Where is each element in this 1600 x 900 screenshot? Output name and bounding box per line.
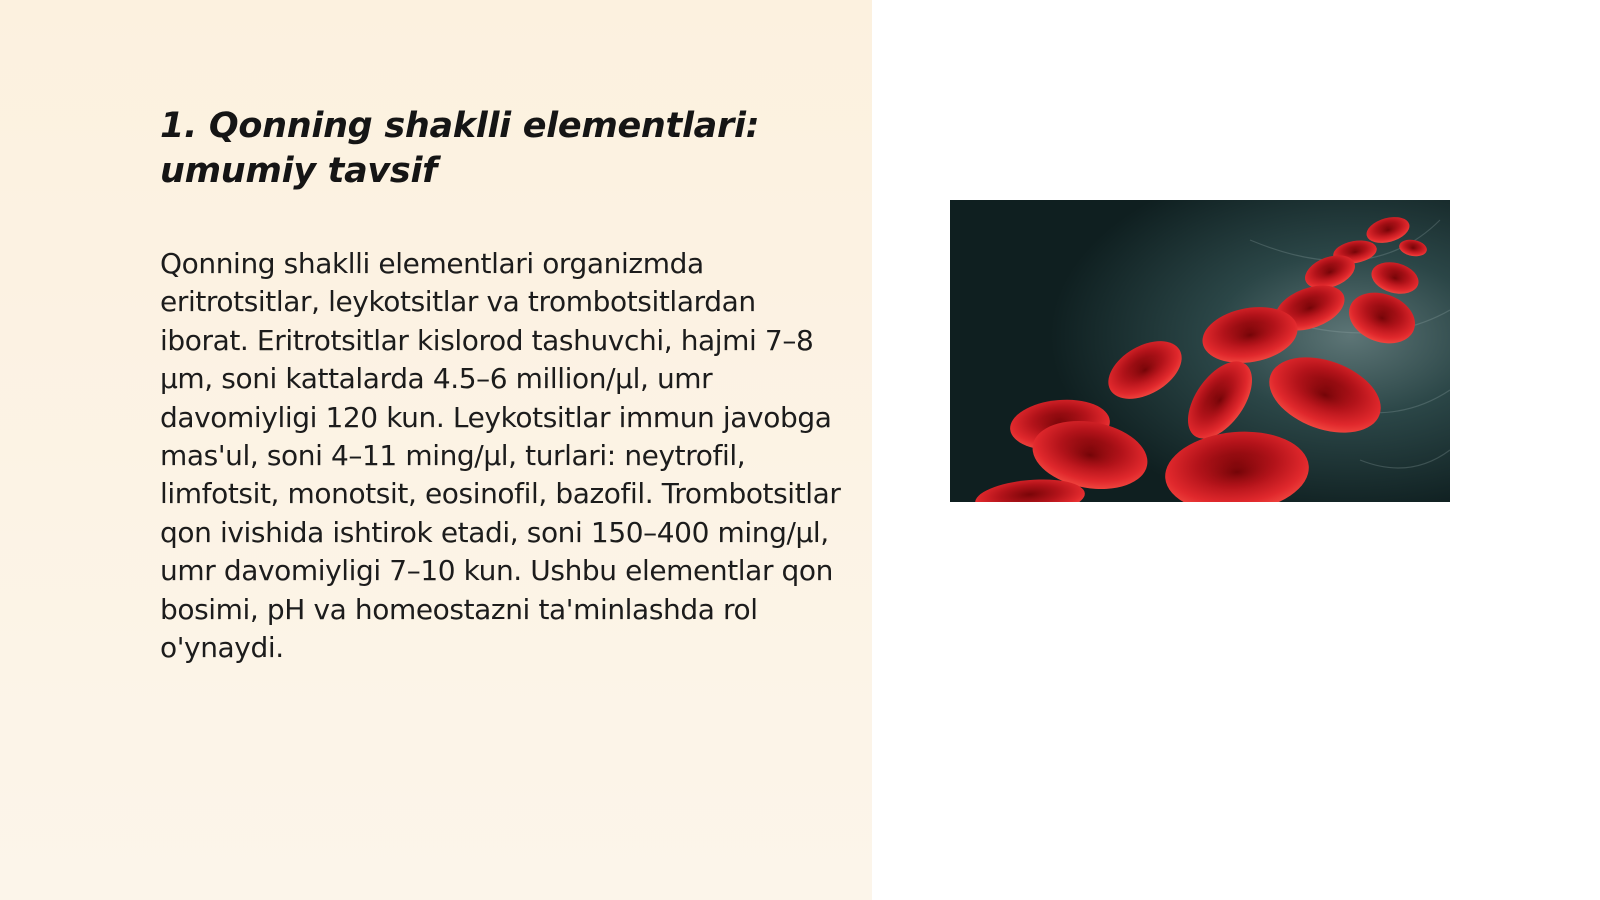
red-blood-cells-image [950,200,1450,502]
slide-title: 1. Qonning shaklli elementlari: umumiy tavsif [160,106,760,191]
red-blood-cells-illustration [950,200,1450,502]
slide-body-text: Qonning shaklli elementlari organizmda eritrotsitlar, leykotsitlar va trombotsitlardan iborat. Eritrotsitlar kislorod tashuvchi, hajmi 7–8 μm, soni kattalarda 4.5–6 million/μl, umr davomiyligi 120 kun. Leykotsitlar immun javobga mas'ul, soni 4–11 ming/μl, turlari: neytrofil, limfotsit, monotsit, eosinofil, bazofil. Trombotsitlar qon ivishida ishtirok etadi, soni 150–400 ming/μl, umr davomiyligi 7–10 kun. Ushbu elementlar qon bosimi, pH va homeostazni ta'minlashda rol o'ynaydi. [160,247,841,665]
